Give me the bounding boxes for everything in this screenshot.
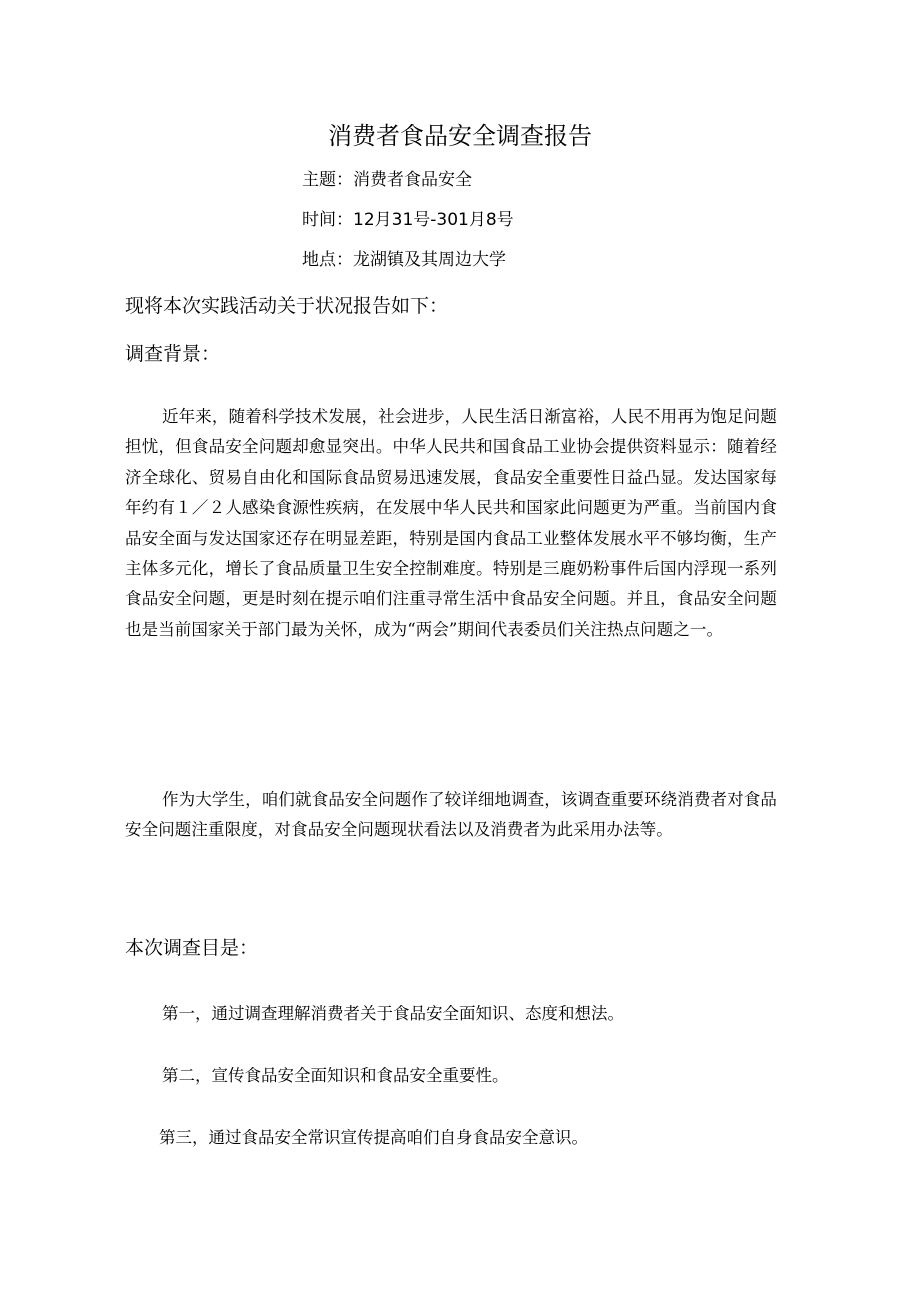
meta-theme: 主题：消费者食品安全: [302, 170, 472, 190]
background-paragraph-2: 作为大学生，咱们就食品安全问题作了较详细地调查，该调查重要环绕消费者对食品安全问题注重限度，对食品安全问题现状看法以及消费者为此采用办法等。: [125, 790, 777, 840]
purpose-item-2: 第二，宣传食品安全面知识和食品安全重要性。: [162, 1066, 509, 1085]
purpose-item-1: 第一，通过调查理解消费者关于食品安全面知识、态度和想法。: [162, 1004, 624, 1023]
background-paragraph-1: 近年来，随着科学技术发展，社会进步，人民生活日渐富裕，人民不用再为饱足问题担忧，但食品安全问题却愈显突出。中华人民共和国食品工业协会提供资料显示：随着经济全球化、贸易自由化和国际食品贸易迅速发展，食品安全重要性日益凸显。发达国家每年约有１／２人感染食源性疾病，在发展中华人民共和国家此问题更为严重。当前国内食品安全面与发达国家还存在明显差距，特别是国内食品工业整体发展水平不够均衡，生产主体多元化，增长了食品质量卫生安全控制难度。特别是三鹿奶粉事件后国内浮现一系列食品安全问题，更是时刻在提示咱们注重寻常生活中食品安全问题。并且，食品安全问题也是当前国家关于部门最为关怀，成为“两会”期间代表委员们关注热点问题之一。: [125, 407, 777, 639]
purpose-heading: 本次调查目是：: [125, 937, 259, 959]
document-title: 消费者食品安全调查报告: [328, 122, 592, 150]
background-heading: 调查背景：: [125, 343, 221, 365]
purpose-item-3: 第三，通过食品安全常识宣传提高咱们自身食品安全意识。: [159, 1128, 588, 1147]
intro-heading: 现将本次实践活动关于状况报告如下：: [125, 295, 449, 317]
meta-place: 地点：龙湖镇及其周边大学: [302, 250, 506, 270]
meta-time: 时间：12月31号-301月8号: [302, 210, 514, 230]
